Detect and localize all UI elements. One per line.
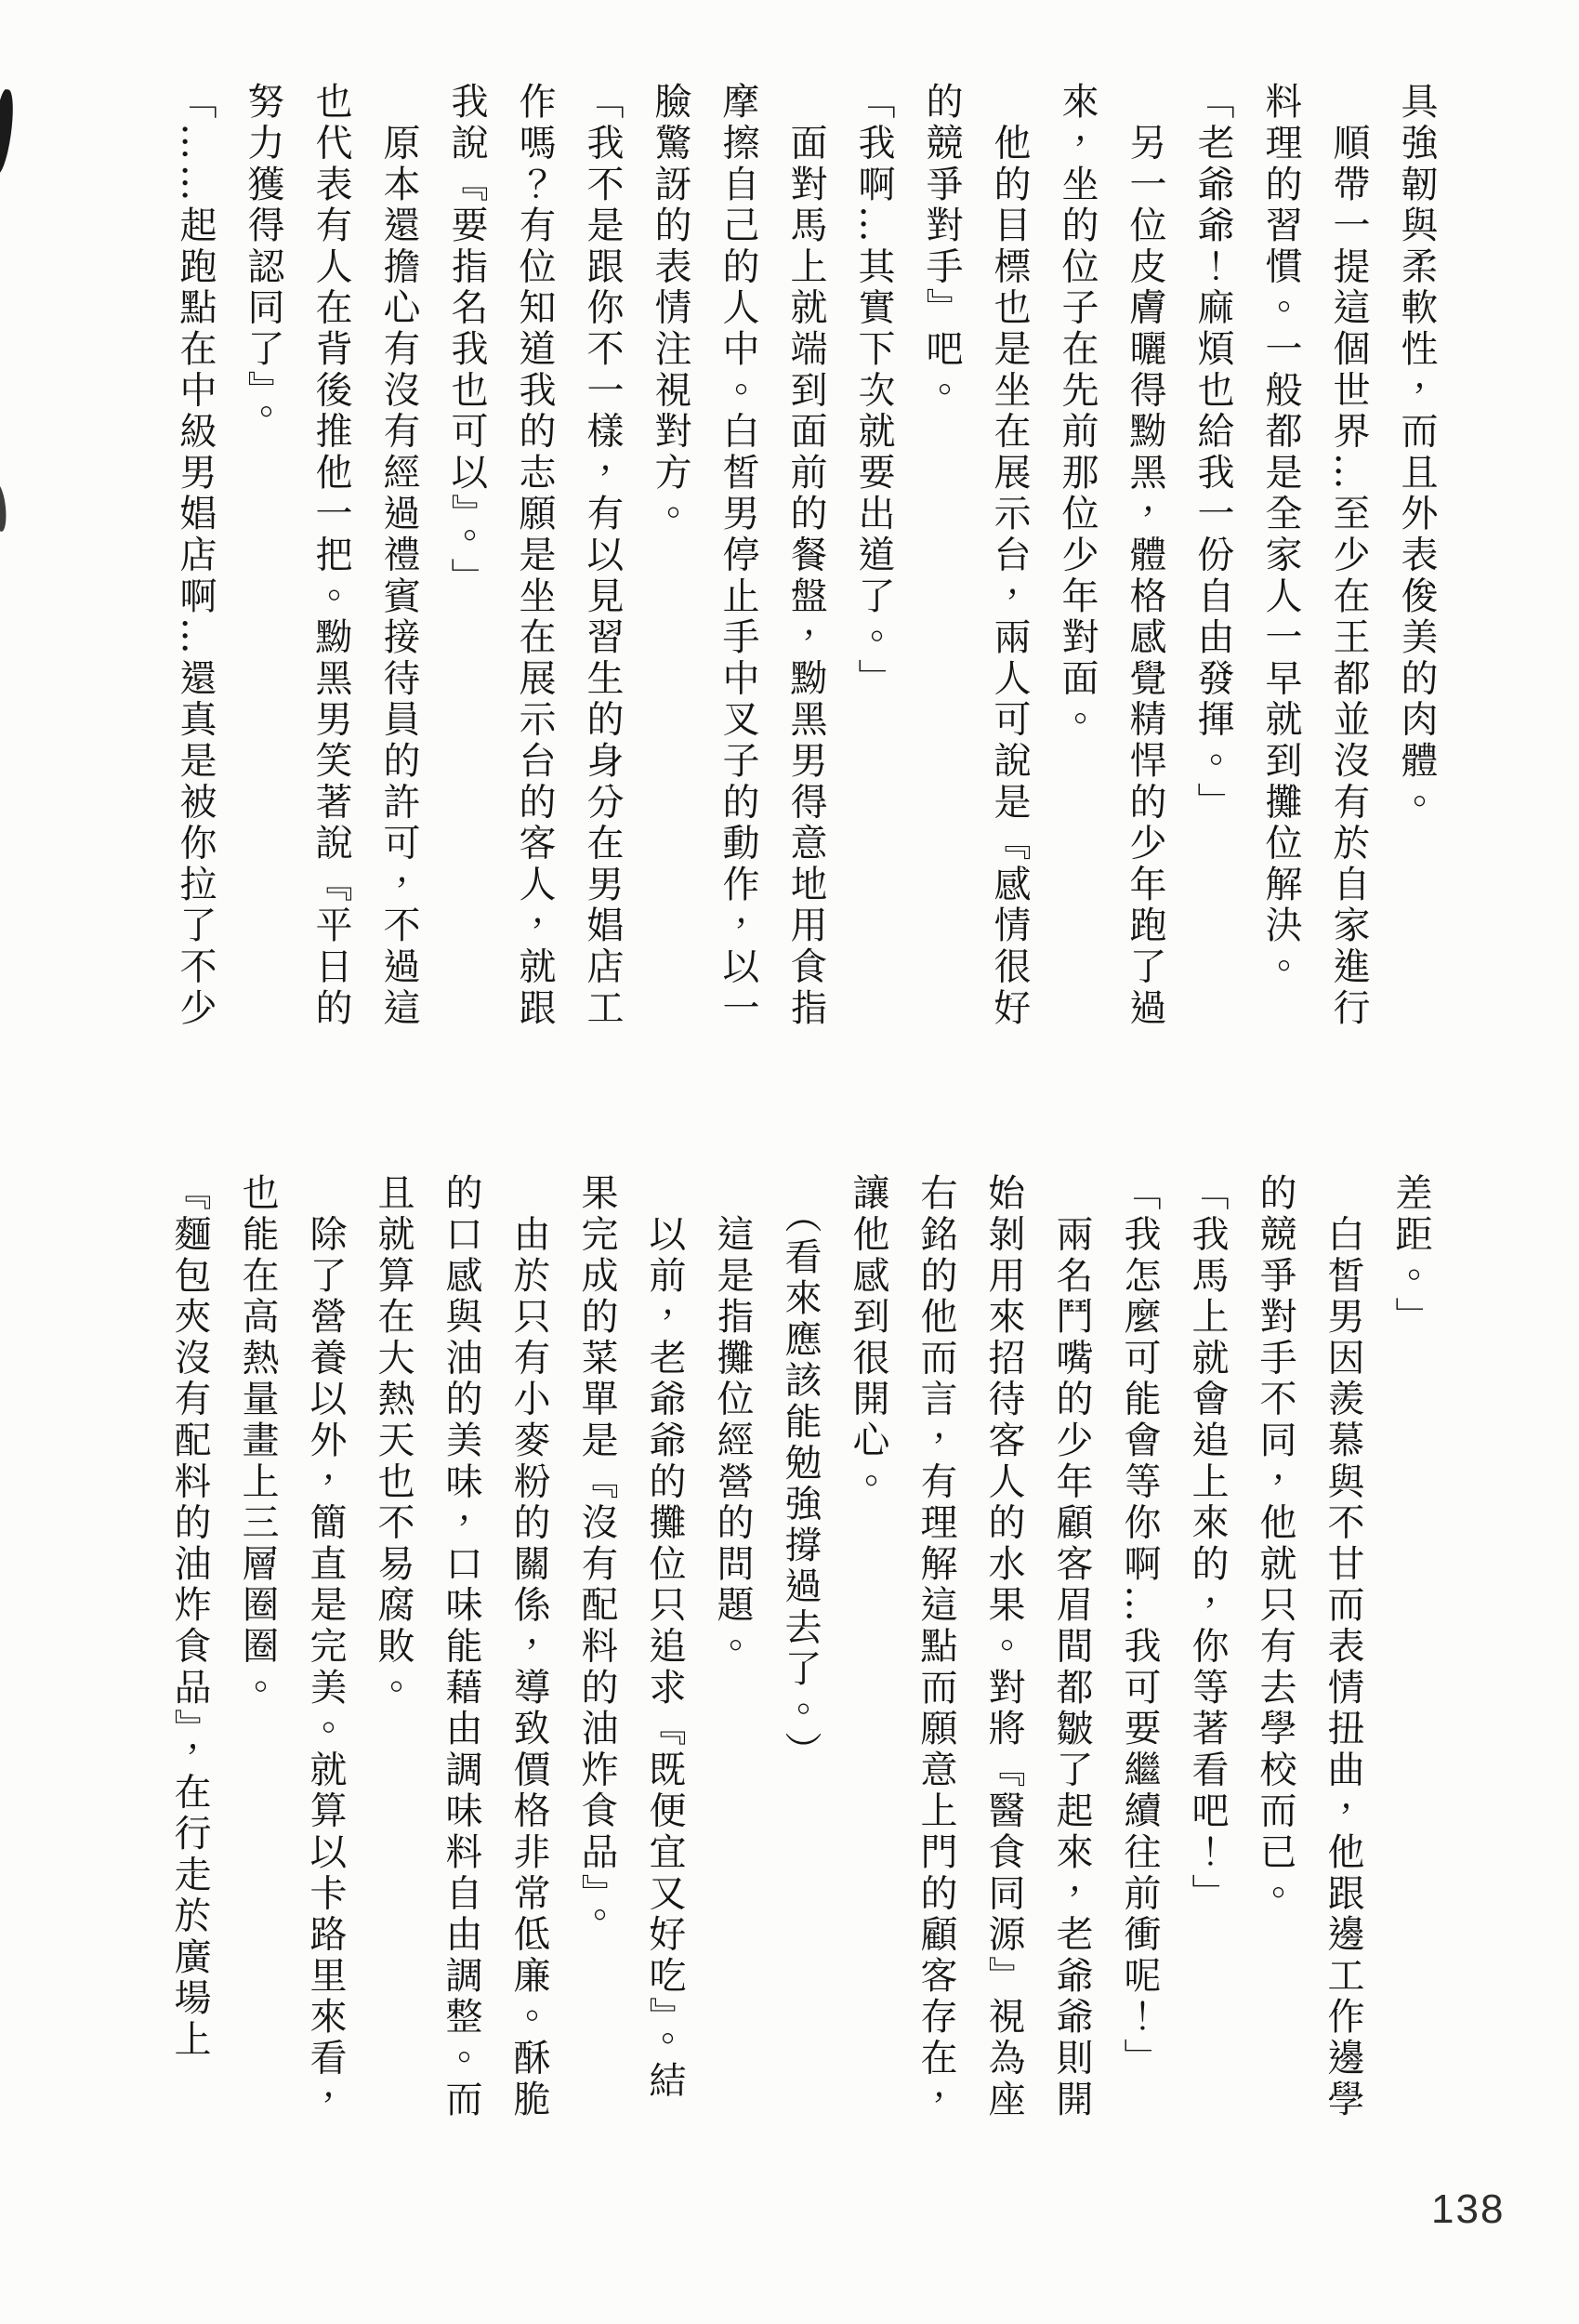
text-column: 的競爭對手』吧。 — [920, 82, 963, 412]
text-column: 他的目標也是坐在展示台，兩人可說是『感情很好 — [988, 82, 1031, 1029]
text-column: 果完成的菜單是『沒有配料的油炸食品』。 — [575, 1173, 618, 1937]
text-column: 也能在高熱量畫上三層圈圈。 — [236, 1173, 279, 1709]
text-column: 白皙男因羨慕與不甘而表情扭曲，他跟邊工作邊學 — [1322, 1173, 1364, 2120]
text-column: 「我怎麼可能會等你啊…我可要繼續往前衝呢！」 — [1118, 1173, 1161, 2080]
text-column: 「老爺爺！麻煩也給我一份自由發揮。」 — [1191, 82, 1234, 824]
text-column: 作嗎？有位知道我的志願是坐在展示台的客人，就跟 — [513, 82, 556, 1029]
text-column: 順帶一提這個世界…至少在王都並沒有於自家進行 — [1327, 82, 1370, 1029]
text-column: 來，坐的位子在先前那位少年對面。 — [1056, 82, 1099, 741]
text-column: 也代表有人在背後推他一把。黝黑男笑著說『平日的 — [309, 82, 352, 1029]
lower-text-block — [151, 1173, 1444, 2145]
text-column: 「……起跑點在中級男娼店啊…還真是被你拉了不少 — [174, 82, 217, 1029]
scan-smudge-artifact — [0, 482, 8, 532]
text-column: 料理的習慣。一般都是全家人一早就到攤位解決。 — [1259, 82, 1302, 988]
text-column: 讓他感到很開心。 — [847, 1173, 889, 1503]
page-number: 138 — [1431, 2186, 1506, 2232]
text-column: 『麵包夾沒有配料的油炸食品』，在行走於廣場上 — [168, 1173, 211, 2061]
text-column: 的口感與油的美味，口味能藉由調味料自由調整。而 — [440, 1173, 482, 2120]
text-column: 且就算在大熱天也不易腐敗。 — [372, 1173, 414, 1709]
text-column: 摩擦自己的人中。白皙男停止手中叉子的動作，以一 — [717, 82, 759, 1029]
text-column: 「我馬上就會追上來的，你等著看吧！」 — [1186, 1173, 1229, 1915]
text-column: 除了營養以外，簡直是完美。就算以卡路里來看， — [304, 1173, 347, 2120]
scan-smudge-artifact — [0, 88, 17, 176]
text-column: 始剝用來招待客人的水果。對將『醫食同源』視為座 — [982, 1173, 1025, 2120]
text-column: 右銘的他而言，有理解這點而願意上門的顧客存在， — [915, 1173, 957, 2120]
text-column: 由於只有小麥粉的關係，導致價格非常低廉。酥脆 — [507, 1173, 550, 2120]
text-column: 這是指攤位經營的問題。 — [711, 1173, 754, 1668]
text-column: 具強韌與柔軟性，而且外表俊美的肉體。 — [1395, 82, 1438, 824]
text-column: 臉驚訝的表情注視對方。 — [649, 82, 691, 535]
text-column: 努力獲得認同了』。 — [242, 82, 284, 434]
text-column: 的競爭對手不同，他就只有去學校而已。 — [1254, 1173, 1296, 1915]
text-column: 另一位皮膚曬得黝黑，體格感覺精悍的少年跑了過 — [1124, 82, 1166, 1029]
text-column: 我說『要指名我也可以』。」 — [445, 82, 488, 599]
text-column: （看來應該能勉強撐過去了。） — [779, 1173, 822, 1773]
text-column: 兩名鬥嘴的少年顧客眉間都皺了起來，老爺爺則開 — [1050, 1173, 1093, 2120]
text-column: 面對馬上就端到面前的餐盤，黝黑男得意地用食指 — [784, 82, 827, 1029]
text-column: 原本還擔心有沒有經過禮賓接待員的許可，不過這 — [377, 82, 420, 1029]
text-column: 「我不是跟你不一樣，有以見習生的身分在男娼店工 — [581, 82, 624, 1029]
text-column: 差距。」 — [1389, 1173, 1432, 1339]
upper-text-block — [156, 82, 1450, 1053]
text-column: 以前，老爺爺的攤位只追求『既便宜又好吃』。結 — [643, 1173, 686, 2102]
text-column: 「我啊…其實下次就要出道了。」 — [852, 82, 895, 700]
